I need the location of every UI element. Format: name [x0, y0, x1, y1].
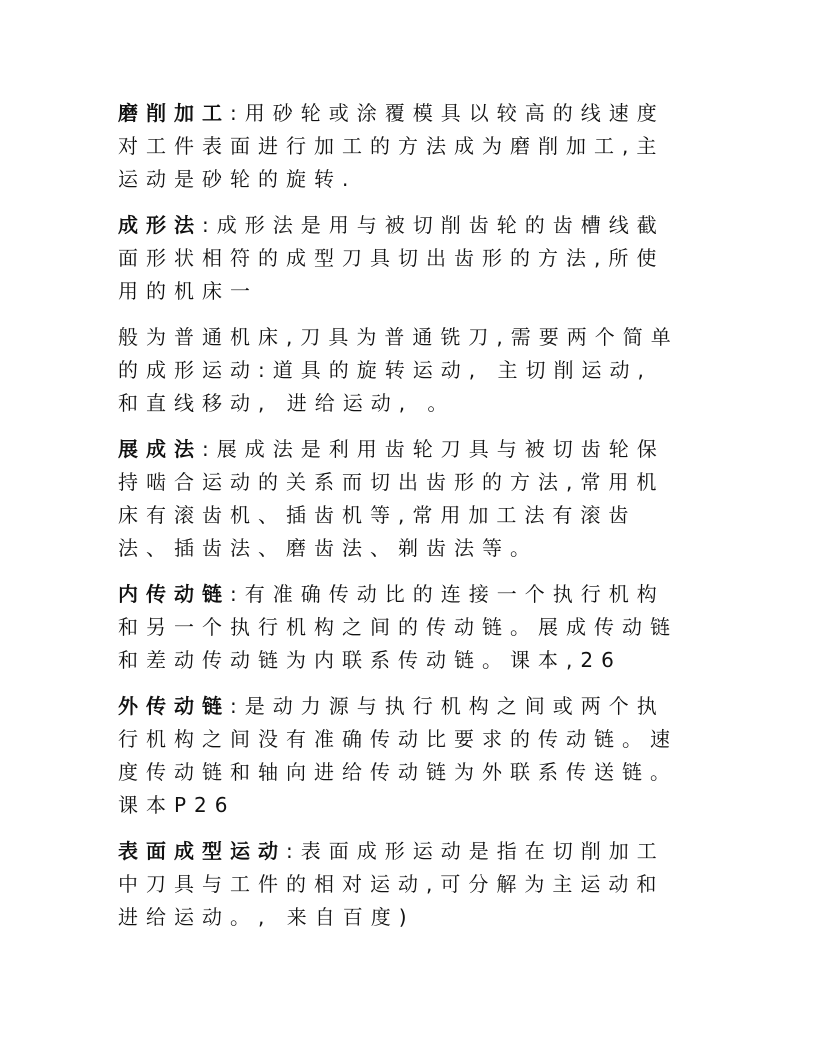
definition-text: :成形法是用与被切削齿轮的齿槽线截	[202, 213, 665, 237]
paragraph-line: 进给运动。, 来自百度)	[118, 905, 415, 929]
paragraph-line: 和差动传动链为内联系传动链。课本,26	[118, 648, 622, 672]
paragraph-line	[118, 835, 696, 868]
paragraph-line: 行机构之间没有准确传动比要求的传动链。速	[118, 727, 678, 751]
paragraph-line: 持啮合运动的关系而切出齿形的方法,常用机	[118, 470, 665, 494]
paragraph-line	[118, 578, 696, 611]
definition-text: :展成法是利用齿轮刀具与被切齿轮保	[202, 437, 665, 461]
term-label: 内传动链	[118, 582, 230, 606]
paragraph-line	[118, 97, 696, 130]
definition-text: :用砂轮或涂覆模具以较高的线速度	[230, 101, 665, 125]
paragraph-internal-chain	[118, 578, 696, 677]
paragraph-line: 中刀具与工件的相对运动,可分解为主运动和	[118, 872, 665, 896]
paragraph-line: 用的机床一	[118, 279, 258, 303]
paragraph-line: 课本P26	[118, 793, 236, 817]
term-label: 外传动链	[118, 694, 230, 718]
definition-text: :表面成形运动是指在切削加工	[286, 839, 665, 863]
paragraph-line: 对工件表面进行加工的方法成为磨削加工,主	[118, 134, 665, 158]
term-label: 展成法	[118, 437, 202, 461]
paragraph-line: 运动是砂轮的旋转.	[118, 167, 357, 191]
paragraph-line: 的成形运动:道具的旋转运动, 主切削运动,	[118, 358, 652, 382]
definition-text: :是动力源与执行机构之间或两个执	[230, 694, 665, 718]
paragraph-forming-continued	[118, 321, 696, 420]
paragraph-line: 床有滚齿机、插齿机等,常用加工法有滚齿	[118, 503, 637, 527]
document-body	[118, 97, 696, 947]
paragraph-line: 和直线移动, 进给运动, 。	[118, 391, 456, 415]
term-label: 表面成型运动	[118, 839, 286, 863]
paragraph-line: 法、插齿法、磨齿法、剃齿法等。	[118, 536, 538, 560]
paragraph-line	[118, 433, 696, 466]
paragraph-line	[118, 209, 696, 242]
term-label: 成形法	[118, 213, 202, 237]
paragraph-grinding	[118, 97, 696, 196]
paragraph-line: 和另一个执行机构之间的传动链。展成传动链	[118, 615, 678, 639]
paragraph-line: 度传动链和轴向进给传动链为外联系传送链。	[118, 760, 678, 784]
paragraph-external-chain	[118, 690, 696, 822]
paragraph-line	[118, 690, 696, 723]
term-label: 磨削加工	[118, 101, 230, 125]
paragraph-line: 般为普通机床,刀具为普通铣刀,需要两个简单	[118, 325, 679, 349]
definition-text: :有准确传动比的连接一个执行机构	[230, 582, 665, 606]
paragraph-forming-method	[118, 209, 696, 308]
paragraph-surface-motion	[118, 835, 696, 934]
paragraph-line: 面形状相符的成型刀具切出齿形的方法,所使	[118, 246, 665, 270]
paragraph-generating-method	[118, 433, 696, 565]
